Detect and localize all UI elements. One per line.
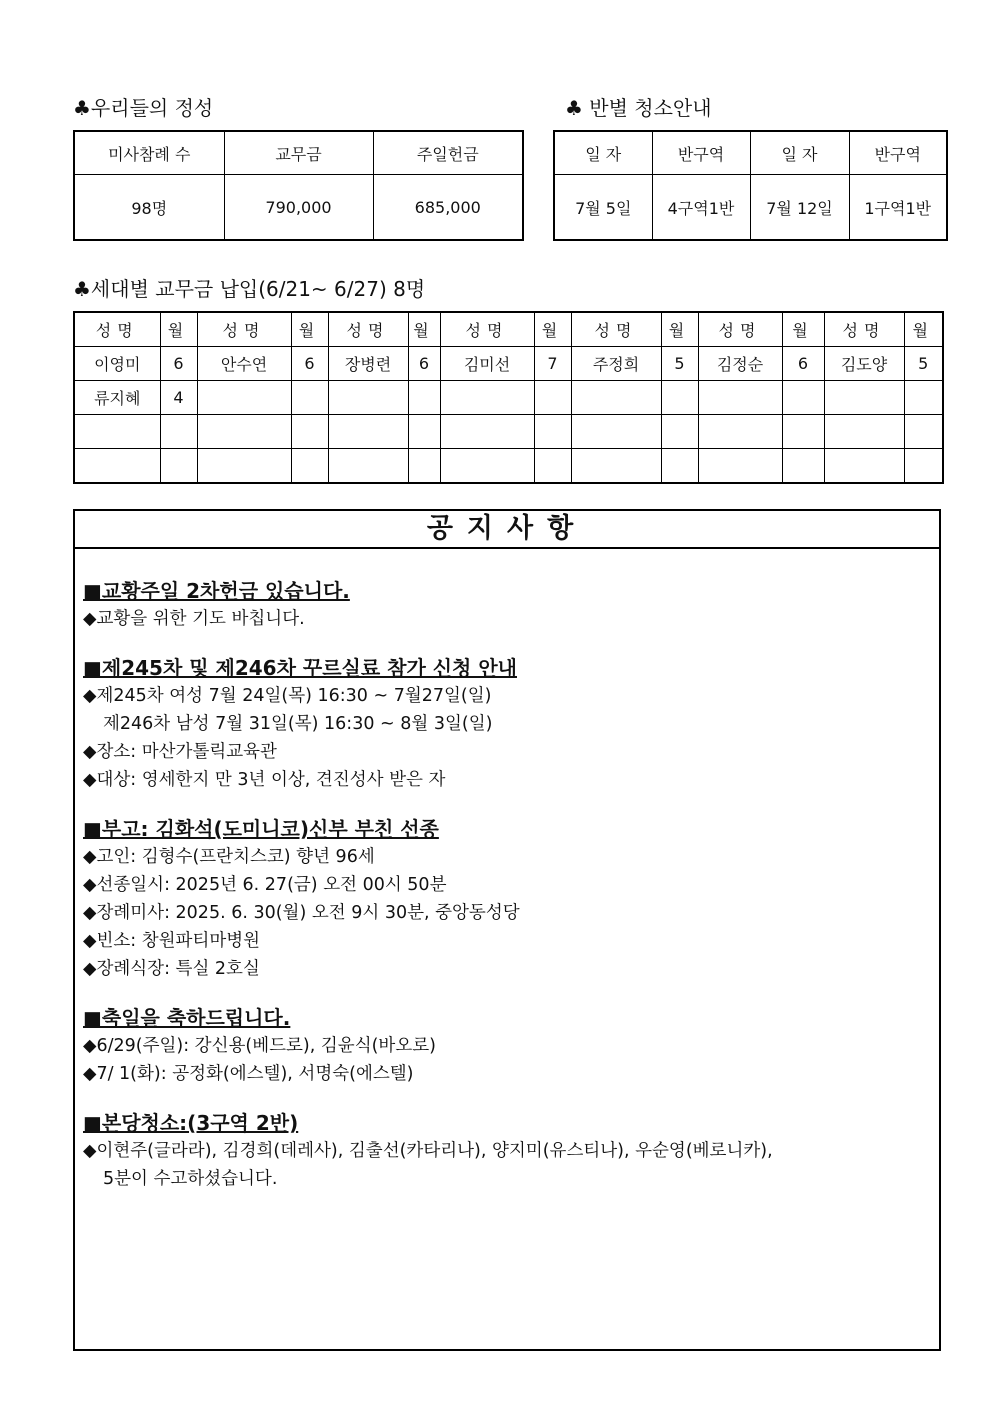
dues-name-cell	[440, 381, 534, 415]
cleaning-group: 4구역1반	[652, 175, 750, 241]
mass-attendance-value: 98명	[74, 175, 224, 241]
church-dues-value: 790,000	[224, 175, 373, 241]
dues-month-header: 월	[408, 312, 440, 347]
dues-name-cell	[698, 449, 782, 484]
dues-month-cell	[408, 381, 440, 415]
notice-line: 제246차 남성 7월 31일(목) 16:30 ~ 8월 3일(일)	[103, 714, 493, 734]
dues-month-cell	[408, 449, 440, 484]
dues-month-cell	[291, 415, 328, 449]
dues-month-header: 월	[661, 312, 698, 347]
dues-name-header: 성명	[328, 312, 408, 347]
dues-name-cell	[824, 381, 904, 415]
dues-title: ♣세대별 교무금 납입(6/21~ 6/27) 8명	[73, 277, 426, 301]
dues-month-cell	[904, 415, 943, 449]
notice-heading: ■제245차 및 제246차 꾸르실료 참가 신청 안내	[83, 656, 517, 680]
dues-month-cell: 6	[408, 347, 440, 381]
dues-month-cell	[661, 381, 698, 415]
notice-heading: ■본당청소:(3구역 2반)	[83, 1111, 299, 1135]
dues-row	[74, 415, 943, 449]
notice-title: 공지사항	[75, 511, 939, 549]
notice-line: ◆교황을 위한 기도 바칩니다.	[83, 609, 305, 629]
dues-name-cell	[197, 449, 291, 484]
dues-month-cell	[904, 449, 943, 484]
dues-name-cell	[440, 415, 534, 449]
dues-month-cell: 6	[160, 347, 197, 381]
notice-line: ◆선종일시: 2025년 6. 27(금) 오전 00시 50분	[83, 875, 447, 895]
dues-name-cell: 김정순	[698, 347, 782, 381]
cleaning-header-row	[554, 131, 947, 175]
stats-table	[73, 130, 524, 241]
dues-month-cell	[408, 415, 440, 449]
notice-line: ◆7/ 1(화): 공정화(에스텔), 서명숙(에스텔)	[83, 1064, 414, 1084]
dues-month-cell	[904, 381, 943, 415]
dues-name-cell: 류지혜	[74, 381, 160, 415]
dues-month-cell	[534, 415, 571, 449]
dues-month-cell	[534, 381, 571, 415]
stats-header-cell: 교무금	[224, 131, 373, 175]
dues-month-cell	[160, 415, 197, 449]
stats-value-row	[74, 175, 523, 241]
dues-name-header: 성명	[74, 312, 160, 347]
dues-name-cell: 장병련	[328, 347, 408, 381]
stats-title: ♣우리들의 정성	[73, 96, 214, 120]
dues-name-cell	[698, 381, 782, 415]
dues-name-cell	[571, 449, 661, 484]
dues-name-cell	[197, 381, 291, 415]
dues-month-cell: 7	[534, 347, 571, 381]
dues-name-cell: 이영미	[74, 347, 160, 381]
stats-header-cell: 미사참례 수	[74, 131, 224, 175]
dues-row	[74, 449, 943, 484]
dues-name-header: 성명	[197, 312, 291, 347]
notice-block	[83, 654, 931, 794]
dues-name-header: 성명	[824, 312, 904, 347]
sunday-offering-value: 685,000	[373, 175, 523, 241]
notice-block	[83, 1004, 931, 1088]
dues-name-header: 성명	[698, 312, 782, 347]
dues-name-cell: 김미선	[440, 347, 534, 381]
dues-name-cell	[571, 415, 661, 449]
notice-heading: ■축일을 축하드립니다.	[83, 1006, 291, 1030]
stats-header-cell: 주일헌금	[373, 131, 523, 175]
dues-name-cell	[197, 415, 291, 449]
notice-box	[73, 509, 941, 1351]
dues-month-cell	[661, 415, 698, 449]
dues-name-cell: 주정희	[571, 347, 661, 381]
notice-block	[83, 577, 931, 633]
dues-name-cell	[74, 449, 160, 484]
dues-month-cell	[291, 449, 328, 484]
cleaning-header-cell: 반구역	[849, 131, 947, 175]
dues-month-cell	[782, 415, 824, 449]
dues-month-cell: 4	[160, 381, 197, 415]
dues-name-cell	[328, 449, 408, 484]
dues-name-cell	[824, 415, 904, 449]
notice-block	[83, 1109, 931, 1193]
dues-month-header: 월	[782, 312, 824, 347]
dues-month-cell	[160, 449, 197, 484]
notice-heading: ■부고: 김화석(도미니코)신부 부친 선종	[83, 817, 439, 841]
notice-line: ◆장소: 마산가톨릭교육관	[83, 742, 277, 762]
cleaning-date: 7월 5일	[554, 175, 652, 241]
dues-month-cell	[661, 449, 698, 484]
dues-name-cell	[698, 415, 782, 449]
dues-row	[74, 381, 943, 415]
notice-content	[83, 577, 931, 1214]
notice-line: ◆6/29(주일): 강신용(베드로), 김윤식(바오로)	[83, 1036, 436, 1056]
notice-line: 5분이 수고하셨습니다.	[103, 1169, 278, 1189]
dues-month-cell: 5	[661, 347, 698, 381]
dues-name-cell: 안수연	[197, 347, 291, 381]
dues-month-cell	[782, 449, 824, 484]
dues-name-header: 성명	[571, 312, 661, 347]
notice-block	[83, 815, 931, 983]
cleaning-date: 7월 12일	[750, 175, 849, 241]
dues-name-cell	[824, 449, 904, 484]
cleaning-header-cell: 일 자	[554, 131, 652, 175]
dues-name-header: 성명	[440, 312, 534, 347]
dues-name-cell	[328, 415, 408, 449]
cleaning-header-cell: 일 자	[750, 131, 849, 175]
notice-heading: ■교황주일 2차헌금 있습니다.	[83, 579, 350, 603]
dues-table	[73, 311, 944, 484]
cleaning-table	[553, 130, 948, 241]
dues-name-cell	[74, 415, 160, 449]
notice-line: ◆대상: 영세한지 만 3년 이상, 견진성사 받은 자	[83, 770, 446, 790]
dues-month-cell	[291, 381, 328, 415]
notice-line: ◆장례식장: 특실 2호실	[83, 959, 260, 979]
notice-line: ◆이현주(글라라), 김경희(데레사), 김출선(카타리나), 양지미(유스티나), 우순영(베로니카),	[83, 1141, 773, 1161]
dues-month-cell: 5	[904, 347, 943, 381]
notice-line: ◆장례미사: 2025. 6. 30(월) 오전 9시 30분, 중앙동성당	[83, 903, 520, 923]
dues-month-header: 월	[291, 312, 328, 347]
dues-row	[74, 347, 943, 381]
cleaning-value-row	[554, 175, 947, 241]
dues-month-cell: 6	[782, 347, 824, 381]
dues-month-cell	[534, 449, 571, 484]
cleaning-group: 1구역1반	[849, 175, 947, 241]
stats-header-row	[74, 131, 523, 175]
dues-name-cell	[571, 381, 661, 415]
dues-month-cell	[782, 381, 824, 415]
dues-name-cell	[440, 449, 534, 484]
cleaning-title: ♣ 반별 청소안내	[565, 96, 712, 120]
dues-month-header: 월	[534, 312, 571, 347]
dues-name-cell	[328, 381, 408, 415]
cleaning-header-cell: 반구역	[652, 131, 750, 175]
dues-month-cell: 6	[291, 347, 328, 381]
dues-body	[74, 347, 943, 484]
notice-line: ◆빈소: 창원파티마병원	[83, 931, 261, 951]
dues-month-header: 월	[160, 312, 197, 347]
dues-month-header: 월	[904, 312, 943, 347]
dues-name-cell: 김도양	[824, 347, 904, 381]
notice-line: ◆제245차 여성 7월 24일(목) 16:30 ~ 7월27일(일)	[83, 686, 492, 706]
dues-header-row	[74, 312, 943, 347]
notice-line: ◆고인: 김형수(프란치스코) 향년 96세	[83, 847, 375, 867]
